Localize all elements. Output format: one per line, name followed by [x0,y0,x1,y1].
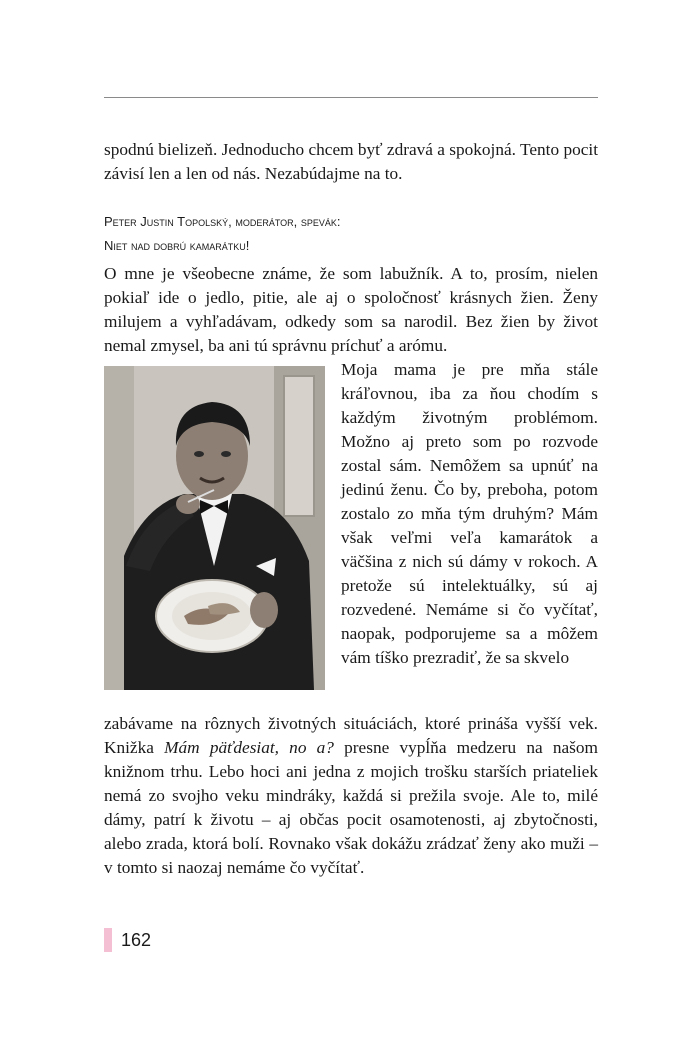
section-heading [104,210,598,258]
portrait-illustration [104,366,325,690]
section-title: Niet nad dobrú kamarátku! [104,238,250,253]
intro-paragraph: O mne je všeobecne známe, že som labužník. A to, prosím, nielen pokiaľ ide o jedlo, pitie, ale aj o spoločnosť krásnych žien. Ženy milujem a vyhľadávam, odkedy som sa narodil. Bez žien by život nemal zmysel, ba ani tú správnu príchuť a arómu. [104,264,598,355]
bottom-paragraph-part2: presne vypĺňa medzeru na našom knižnom trhu. Lebo hoci ani jedna z mojich trošku starších priateliek nemá zo svojho veku mindráky, každá si prežila svoje. Ale to, milé dámy, patrí k životu – aj občas pocit osamotenosti, aj zbytočnosti, alebo zrada, ktorá bolí. Rovnako však dokážu zrádzať ženy ako muži – v tomto si naozaj nemáme čo vyčítať. [104,738,598,877]
wrapped-paragraph: Moja mama je pre mňa stále kráľovnou, iba za ňou chodím s každým životným problémom. Možno aj preto som po rozvode zostal sám. Nemôžem sa upnúť na jedinú ženu. Čo by, preboha, potom zostalo zo mňa tým druhým? Mám však veľmi veľa kamarátok a väčšina z nich sú dámy v rokoch. A pretože sú intelektuálky, sú aj rozvedené. Nemáme si čo vyčítať, naopak, podporujeme sa a môžem vám tíško prezradiť, že sa skvelo [341,360,598,667]
page-marker [104,928,112,952]
top-paragraph: spodnú bielizeň. Jednoducho chcem byť zdravá a spokojná. Tento pocit závisí len a len od nás. Nezabúdajme na to. [104,140,598,183]
header-rule [104,97,598,98]
page-number: 162 [121,930,152,950]
bottom-paragraph-part1: zabávame na rôznych životných situáciách, ktoré prináša vyšší vek. Knižka [104,714,598,757]
book-title: Mám päťdesiat, no a? [164,738,334,757]
bottom-paragraph [104,712,598,880]
author-line: Peter Justin Topolský, moderátor, spevák: [104,214,341,229]
portrait-photo [104,366,325,690]
